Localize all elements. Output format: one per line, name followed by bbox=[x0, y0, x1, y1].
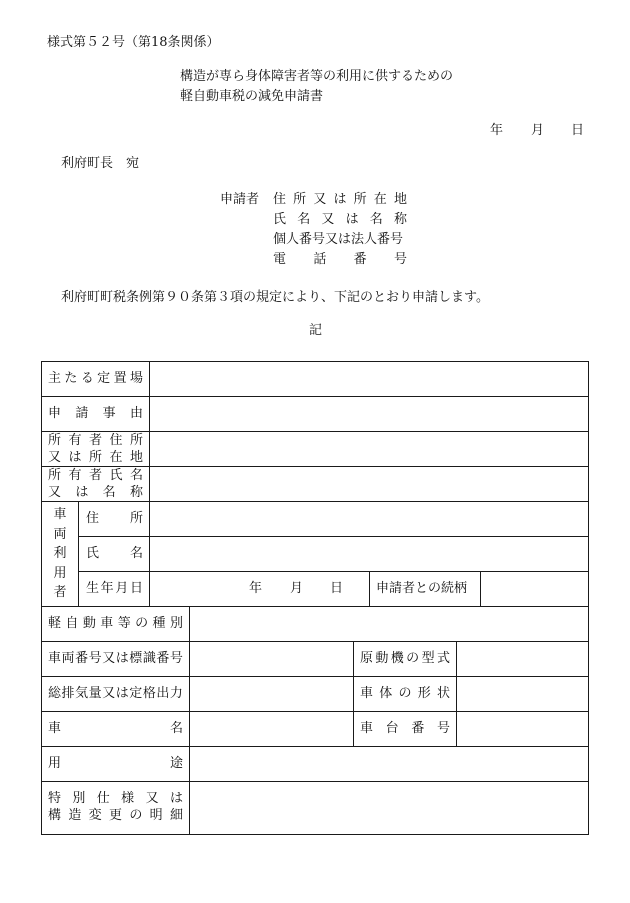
cell-car-name-value bbox=[189, 711, 354, 747]
cell-user-name-value bbox=[149, 536, 589, 572]
date-year: 年 bbox=[490, 123, 504, 138]
label-displacement: 総 排 気 量 又 は 定 格 出 力 bbox=[48, 686, 183, 701]
applicant-name: 氏 名 又 は 名 称 bbox=[273, 212, 407, 227]
applicant-phone: 電 話 番 号 bbox=[273, 252, 407, 267]
label-plate-number: 車 両 番 号 又 は 標 識 番 号 bbox=[48, 651, 183, 666]
cell-body-shape-value bbox=[456, 676, 589, 712]
applicant-label: 申請者 bbox=[220, 192, 260, 207]
ki-label: 記 bbox=[309, 323, 323, 338]
cell-special-value bbox=[189, 781, 589, 835]
label-reason: 申 請 事 由 bbox=[48, 406, 143, 421]
label-user-name: 氏 名 bbox=[86, 546, 143, 561]
cell-plate-number-value bbox=[189, 641, 354, 677]
cell-chassis-number-value bbox=[456, 711, 589, 747]
applicant-id-number: 個人番号又は法人番号 bbox=[273, 232, 404, 247]
cell-owner-name-value bbox=[149, 466, 589, 502]
label-storage-location: 主 た る 定 置 場 bbox=[48, 371, 143, 386]
label-birth-date: 生 年 月 日 bbox=[86, 581, 143, 596]
cell-vehicle-kind-value bbox=[189, 606, 589, 642]
label-owner-address-1: 所 有 者 住 所 bbox=[48, 433, 143, 448]
label-birth-month: 月 bbox=[290, 581, 304, 596]
applicant-address: 住 所 又 は 所 在 地 bbox=[273, 192, 407, 207]
cell-reason-value bbox=[149, 396, 589, 432]
form-number: 様式第５２号（第18条関係） bbox=[47, 35, 220, 50]
cell-displacement-value bbox=[189, 676, 354, 712]
label-vehicle-kind: 軽 自 動 車 等 の 種 別 bbox=[48, 616, 183, 631]
label-owner-name-1: 所 有 者 氏 名 bbox=[48, 468, 143, 483]
label-relation: 申請者との続柄 bbox=[376, 581, 468, 596]
label-owner-address-2: 又 は 所 在 地 bbox=[48, 450, 143, 465]
label-vehicle-user: 車 両 利 用 者 bbox=[53, 507, 67, 600]
label-body-shape: 車 体 の 形 状 bbox=[360, 686, 450, 701]
cell-engine-model-value bbox=[456, 641, 589, 677]
addressee: 利府町長 宛 bbox=[61, 156, 140, 171]
cell-owner-address-value bbox=[149, 431, 589, 467]
title-line-1: 構造が専ら身体障害者等の利用に供するための bbox=[180, 69, 454, 84]
label-special-2: 構 造 変 更 の 明 細 bbox=[48, 808, 183, 823]
label-usage: 用 途 bbox=[48, 756, 183, 771]
date-month: 月 bbox=[531, 123, 545, 138]
date-day: 日 bbox=[571, 123, 585, 138]
label-owner-name-2: 又 は 名 称 bbox=[48, 485, 143, 500]
label-special-1: 特 別 仕 様 又 は bbox=[48, 791, 183, 806]
cell-relation-value bbox=[480, 571, 589, 607]
cell-usage-value bbox=[189, 746, 589, 782]
label-car-name: 車 名 bbox=[48, 721, 183, 736]
cell-storage-location-value bbox=[149, 361, 589, 397]
cell-user-address-value bbox=[149, 501, 589, 537]
body-text: 利府町町税条例第９０条第３項の規定により、下記のとおり申請します。 bbox=[61, 290, 489, 305]
title-line-2: 軽自動車税の減免申請書 bbox=[180, 89, 324, 104]
label-engine-model: 原 動 機 の 型 式 bbox=[360, 651, 450, 666]
label-birth-day: 日 bbox=[330, 581, 344, 596]
label-birth-year: 年 bbox=[249, 581, 263, 596]
label-user-address: 住 所 bbox=[86, 511, 143, 526]
label-chassis-number: 車 台 番 号 bbox=[360, 721, 450, 736]
